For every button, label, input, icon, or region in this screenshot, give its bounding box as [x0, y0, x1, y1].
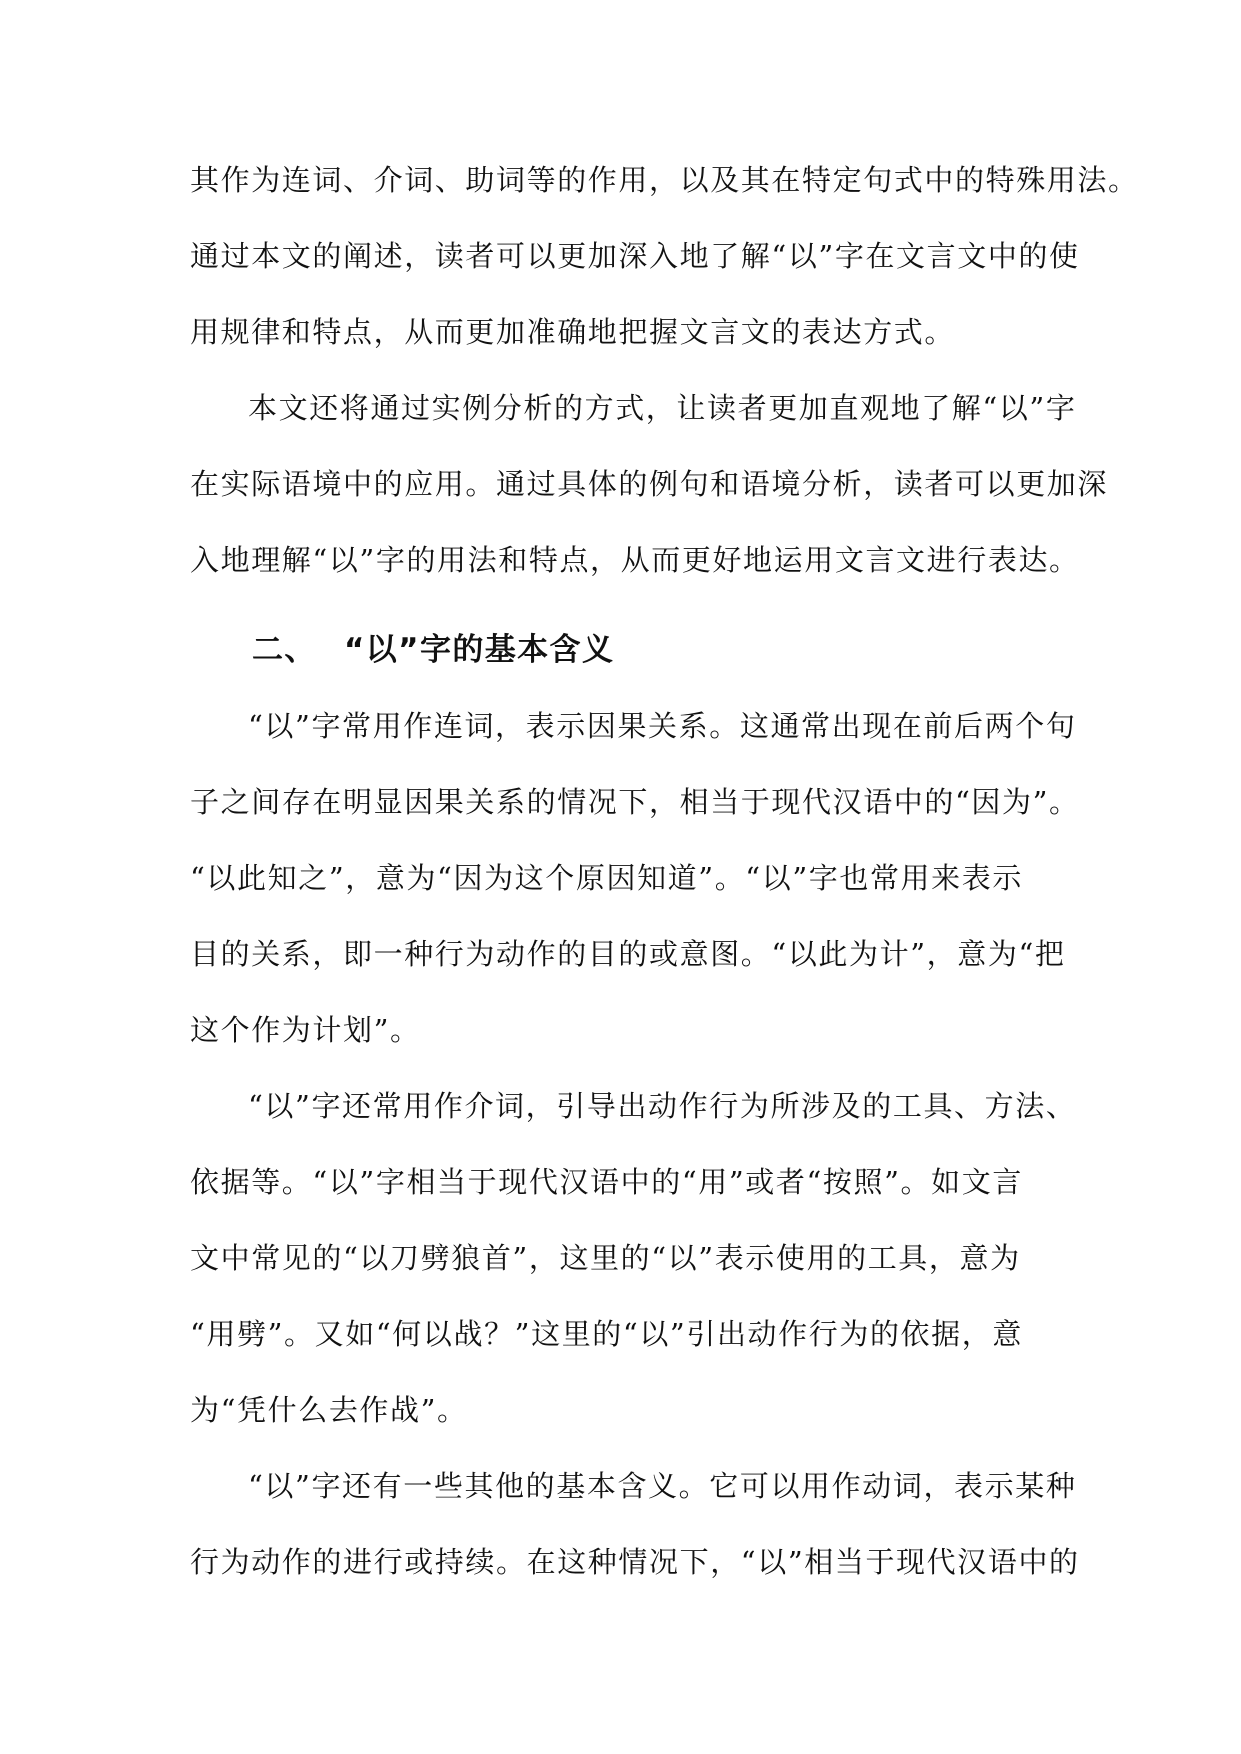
text-line: “以”字常用作连词，表示因果关系。这通常出现在前后两个句: [248, 709, 1077, 743]
text-line: 目的关系，即一种行为动作的目的或意图。“以此为计”，意为“把: [190, 937, 1066, 971]
text-line: “以”字还有一些其他的基本含义。它可以用作动词，表示某种: [248, 1469, 1077, 1503]
section-title: “以”字的基本含义: [344, 632, 615, 668]
text-line: 为“凭什么去作战”。: [190, 1393, 468, 1427]
text-line: “以此知之”，意为“因为这个原因知道”。“以”字也常用来表示: [190, 861, 1023, 895]
intro-paragraph-continued: [190, 142, 1139, 370]
text-line: 其作为连词、介词、助词等的作用，以及其在特定句式中的特殊用法。: [190, 163, 1139, 197]
text-line: 用规律和特点，从而更加准确地把握文言文的表达方式。: [190, 315, 956, 349]
section-heading: [190, 612, 1066, 688]
text-line: 这个作为计划”。: [190, 1013, 421, 1047]
text-line: 本文还将通过实例分析的方式，让读者更加直观地了解“以”字: [248, 391, 1077, 425]
conjunction-paragraph: [190, 688, 1080, 1068]
intro-paragraph-examples: [190, 370, 1109, 598]
text-line: 在实际语境中的应用。通过具体的例句和语境分析，读者可以更加深: [190, 467, 1109, 501]
text-line: 依据等。“以”字相当于现代汉语中的“用”或者“按照”。如文言: [190, 1165, 1023, 1199]
document-body: [190, 142, 1139, 1600]
preposition-paragraph: [190, 1068, 1077, 1448]
text-line: “以”字还常用作介词，引导出动作行为所涉及的工具、方法、: [248, 1089, 1077, 1123]
section-number: 二、: [252, 632, 317, 668]
text-line: 子之间存在明显因果关系的情况下，相当于现代汉语中的“因为”。: [190, 785, 1080, 819]
other-meanings-paragraph: [190, 1448, 1080, 1600]
text-line: 入地理解“以”字的用法和特点，从而更好地运用文言文进行表达。: [190, 543, 1080, 577]
text-line: 行为动作的进行或持续。在这种情况下，“以”相当于现代汉语中的: [190, 1545, 1080, 1579]
text-line: 通过本文的阐述，读者可以更加深入地了解“以”字在文言文中的使: [190, 239, 1080, 273]
text-line: “用劈”。又如“何以战？”这里的“以”引出动作行为的依据，意: [190, 1317, 1023, 1351]
text-line: 文中常见的“以刀劈狼首”，这里的“以”表示使用的工具，意为: [190, 1241, 1021, 1275]
